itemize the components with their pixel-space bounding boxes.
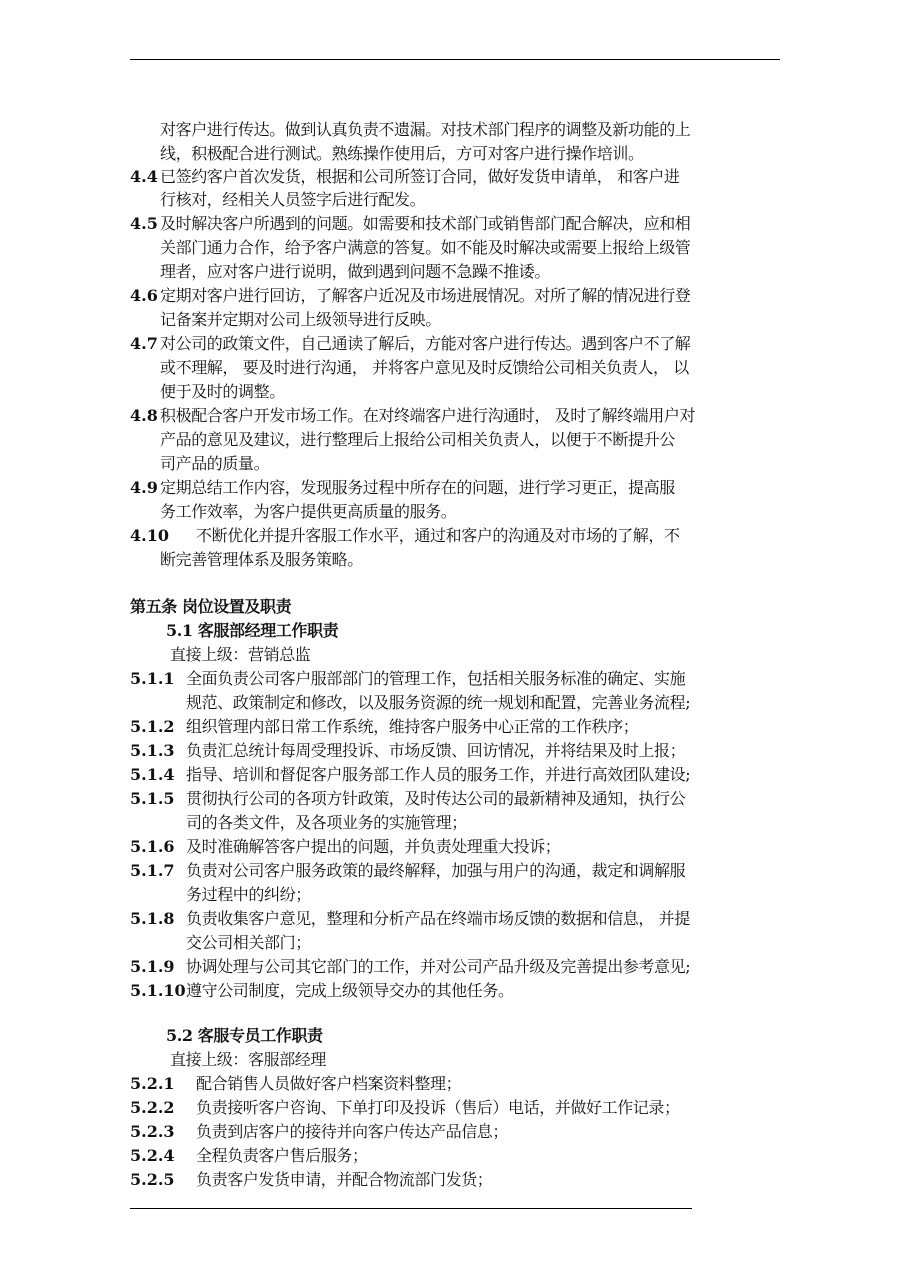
item-text: 协调处理与公司其它部门的工作，并对公司产品升级及完善提出参考意见; <box>186 957 691 976</box>
item-number: 5.1.9 <box>130 957 175 976</box>
item-number: 4.8 <box>130 406 158 425</box>
item-text: 负责到店客户的接待并向客户传达产品信息； <box>196 1122 509 1141</box>
item-number: 4.5 <box>130 214 158 233</box>
item-text: 负责客户发货申请，并配合物流部门发货； <box>196 1170 493 1189</box>
item-number: 5.1.6 <box>130 837 175 856</box>
item-text: 务工作效率，为客户提供更高质量的服务。 <box>160 502 457 521</box>
item-text: 指导、培训和督促客户服务部工作人员的服务工作，并进行高效团队建设; <box>186 765 691 784</box>
header-rule <box>130 59 780 60</box>
item-number: 4.9 <box>130 478 158 497</box>
item-text: 规范、政策制定和修改，以及服务资源的统一规划和配置，完善业务流程; <box>186 693 691 712</box>
item-text: 务过程中的纠纷； <box>186 885 311 904</box>
item-text: 司产品的质量。 <box>160 454 270 473</box>
item-number: 5.2.4 <box>130 1146 175 1165</box>
item-text: 全面负责公司客户服部部门的管理工作，包括相关服务标准的确定、实施 <box>186 669 686 688</box>
item-number: 5.2.2 <box>130 1098 175 1117</box>
footer-rule <box>130 1208 692 1209</box>
item-text: 关部门通力合作，给予客户满意的答复。如不能及时解决或需要上报给上级管 <box>160 238 691 257</box>
item-text: 定期对客户进行回访，了解客户近况及市场进展情况。对所了解的情况进行登 <box>160 286 691 305</box>
item-text: 及时解决客户所遇到的问题。如需要和技术部门或销售部门配合解决，应和相 <box>160 214 691 233</box>
item-number: 5.1.10 <box>130 981 186 1000</box>
item-text: 行核对，经相关人员签字后进行配发。 <box>160 190 426 209</box>
item-text: 定期总结工作内容，发现服务过程中所存在的问题，进行学习更正，提高服 <box>160 478 675 497</box>
item-text: 积极配合客户开发市场工作。在对终端客户进行沟通时， 及时了解终端用户对 <box>160 406 696 425</box>
item-number: 4.6 <box>130 286 158 305</box>
paragraph-line: 对客户进行传达。做到认真负责不遗漏。对技术部门程序的调整及新功能的上 <box>160 120 691 139</box>
supervisor-line: 直接上级：客服部经理 <box>170 1050 327 1069</box>
item-text: 负责接听客户咨询、下单打印及投诉（售后）电话，并做好工作记录； <box>196 1098 680 1117</box>
item-number: 5.2.1 <box>130 1074 175 1093</box>
item-text: 便于及时的调整。 <box>160 382 285 401</box>
item-text: 负责对公司客户服务政策的最终解释，加强与用户的沟通，裁定和调解服 <box>186 861 686 880</box>
item-text: 对公司的政策文件，自己通读了解后，方能对客户进行传达。遇到客户不了解 <box>160 334 691 353</box>
article-heading: 第五条 岗位设置及职责 <box>130 597 292 616</box>
item-text: 配合销售人员做好客户档案资料整理； <box>196 1074 462 1093</box>
item-text: 不断优化并提升客服工作水平，通过和客户的沟通及对市场的了解，不 <box>196 526 680 545</box>
item-number: 5.1.4 <box>130 765 175 784</box>
item-number: 4.10 <box>130 526 169 545</box>
item-text: 记备案并定期对公司上级领导进行反映。 <box>160 310 441 329</box>
item-text: 遵守公司制度，完成上级领导交办的其他任务。 <box>186 981 514 1000</box>
item-text: 负责收集客户意见，整理和分析产品在终端市场反馈的数据和信息， 并提 <box>186 909 690 928</box>
supervisor-line: 直接上级：营销总监 <box>170 645 311 664</box>
item-number: 4.7 <box>130 334 158 353</box>
item-text: 司的各类文件，及各项业务的实施管理； <box>186 813 467 832</box>
item-number: 5.2.3 <box>130 1122 175 1141</box>
item-number: 4.4 <box>130 167 158 186</box>
item-number: 5.1.3 <box>130 741 175 760</box>
item-number: 5.2.5 <box>130 1170 175 1189</box>
item-number: 5.1.1 <box>130 669 175 688</box>
item-text: 负责汇总统计每周受理投诉、市场反馈、回访情况，并将结果及时上报； <box>186 741 686 760</box>
item-text: 产品的意见及建议，进行整理后上报给公司相关负责人，以便于不断提升公 <box>160 430 675 449</box>
item-text: 断完善管理体系及服务策略。 <box>160 550 363 569</box>
section-heading: 5.2 客服专员工作职责 <box>166 1026 323 1045</box>
item-number: 5.1.7 <box>130 861 175 880</box>
paragraph-line: 线，积极配合进行测试。熟练操作使用后，方可对客户进行操作培训。 <box>160 144 644 163</box>
item-text: 贯彻执行公司的各项方针政策，及时传达公司的最新精神及通知，执行公 <box>186 789 686 808</box>
item-text: 及时准确解答客户提出的问题，并负责处理重大投诉； <box>186 837 561 856</box>
item-number: 5.1.5 <box>130 789 175 808</box>
item-text: 全程负责客户售后服务； <box>196 1146 368 1165</box>
item-number: 5.1.2 <box>130 717 175 736</box>
item-text: 组织管理内部日常工作系统，维持客户服务中心正常的工作秩序； <box>186 717 639 736</box>
item-text: 理者，应对客户进行说明，做到遇到问题不急躁不推诿。 <box>160 262 551 281</box>
section-heading: 5.1 客服部经理工作职责 <box>166 621 339 640</box>
item-text: 交公司相关部门； <box>186 933 311 952</box>
item-text: 已签约客户首次发货，根据和公司所签订合同，做好发货申请单， 和客户进 <box>160 167 680 186</box>
item-text: 或不理解， 要及时进行沟通， 并将客户意见及时反馈给公司相关负责人， 以 <box>160 358 689 377</box>
item-number: 5.1.8 <box>130 909 175 928</box>
